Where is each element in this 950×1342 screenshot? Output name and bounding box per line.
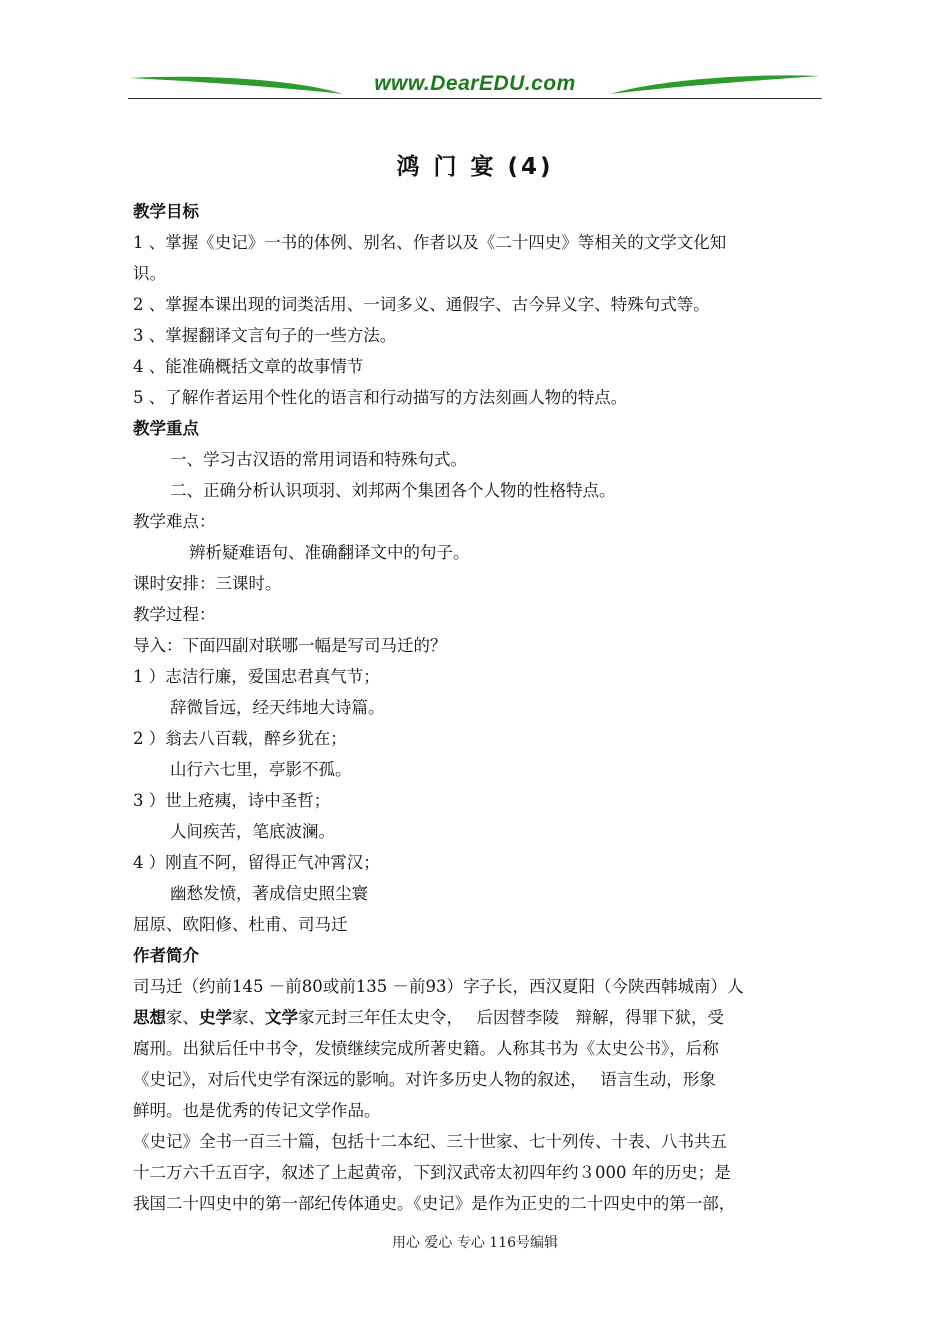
answer-line: 屈原、欧阳修、杜甫、司马迁 <box>133 915 348 934</box>
keypoint-item: 二、正确分析认识项羽、刘邦两个集团各个人物的性格特点。 <box>170 481 616 500</box>
couplet-first-line: 3 ）世上疮痍，诗中圣哲； <box>133 791 331 810</box>
bold-term: 史学 <box>199 1008 232 1027</box>
process-label: 教学过程： <box>133 605 216 624</box>
objective-item: 1 、掌握《史记》一书的体例、别名、作者以及《二十四史》等相关的文学文化知 <box>133 233 727 252</box>
objective-item: 5 、了解作者运用个性化的语言和行动描写的方法刻画人物的特点。 <box>133 388 628 407</box>
site-header <box>128 70 822 102</box>
objectives-heading: 教学目标 <box>133 202 199 221</box>
couplet-first-line: 2 ）翁去八百载，醉乡犹在； <box>133 729 347 748</box>
header-divider <box>128 98 822 99</box>
inline-text: 家元封三年任太史令， 后因替李陵 辩解，得罪下狱，受 <box>298 1008 724 1027</box>
couplet-second-line: 人间疾苦，笔底波澜。 <box>170 822 335 841</box>
couplet-first-line: 1 ）志洁行廉，爱国忠君真气节； <box>133 667 380 686</box>
objective-item: 识。 <box>133 264 166 283</box>
bold-term: 文学 <box>265 1008 298 1027</box>
objective-item: 3 、掌握翻译文言句子的一些方法。 <box>133 326 397 345</box>
keypoint-item: 一、学习古汉语的常用词语和特殊句式。 <box>170 450 467 469</box>
document-body <box>133 196 833 1219</box>
couplet-first-line: 4 ）刚直不阿，留得正气冲霄汉； <box>133 853 380 872</box>
couplet-second-line: 辞微旨远，经天纬地大诗篇。 <box>170 698 385 717</box>
intro-question: 导入：下面四副对联哪一幅是写司马迁的？ <box>133 636 447 655</box>
bold-term: 思想 <box>133 1008 166 1027</box>
author-paragraph-line: 鲜明。也是优秀的传记文学作品。 <box>133 1101 381 1120</box>
page-footer: 用心 爱心 专心 116号编辑 <box>391 1235 559 1251</box>
difficulty-text: 辨析疑难语句、准确翻译文中的句子。 <box>189 543 470 562</box>
author-paragraph-line: 《史记》，对后代史学有深远的影响。对许多历史人物的叙述， 语言生动，形象 <box>133 1070 716 1089</box>
inline-text: 家、 <box>232 1008 265 1027</box>
couplet-second-line: 山行六七里，亭影不孤。 <box>170 760 352 779</box>
objective-item: 2 、掌握本课出现的词类活用、一词多义、通假字、古今异义字、特殊句式等。 <box>133 295 710 314</box>
page-title: 鸿 门 宴 (4) <box>396 154 554 180</box>
objective-item: 4 、能准确概括文章的故事情节 <box>133 357 364 376</box>
author-paragraph-line: 腐刑。出狱后任中书令，发愤继续完成所著史籍。人称其书为《太史公书》，后称 <box>133 1039 719 1058</box>
shiji-paragraph-line: 我国二十四史中的第一部纪传体通史。《史记》是作为正史的二十四史中的第一部， <box>133 1194 736 1213</box>
schedule-text: 课时安排：三课时。 <box>133 574 282 593</box>
difficulty-label: 教学难点： <box>133 512 216 531</box>
author-heading: 作者简介 <box>133 946 199 965</box>
author-paragraph-line <box>133 1002 833 1033</box>
author-paragraph-line: 司马迁（约前145 －前80或前135 －前93）字子长，西汉夏阳（今陕西韩城南）人 <box>133 977 744 996</box>
couplet-second-line: 幽愁发愤，著成信史照尘寰 <box>170 884 368 903</box>
keypoints-heading: 教学重点 <box>133 419 199 438</box>
site-name[interactable]: www.DearEDU.com <box>374 72 576 95</box>
shiji-paragraph-line: 《史记》全书一百三十篇，包括十二本纪、三十世家、七十列传、十表、八书共五 <box>133 1132 727 1151</box>
inline-text: 家、 <box>166 1008 199 1027</box>
shiji-paragraph-line: 十二万六千五百字，叙述了上起黄帝，下到汉武帝太初四年约３000 年的历史；是 <box>133 1163 731 1182</box>
